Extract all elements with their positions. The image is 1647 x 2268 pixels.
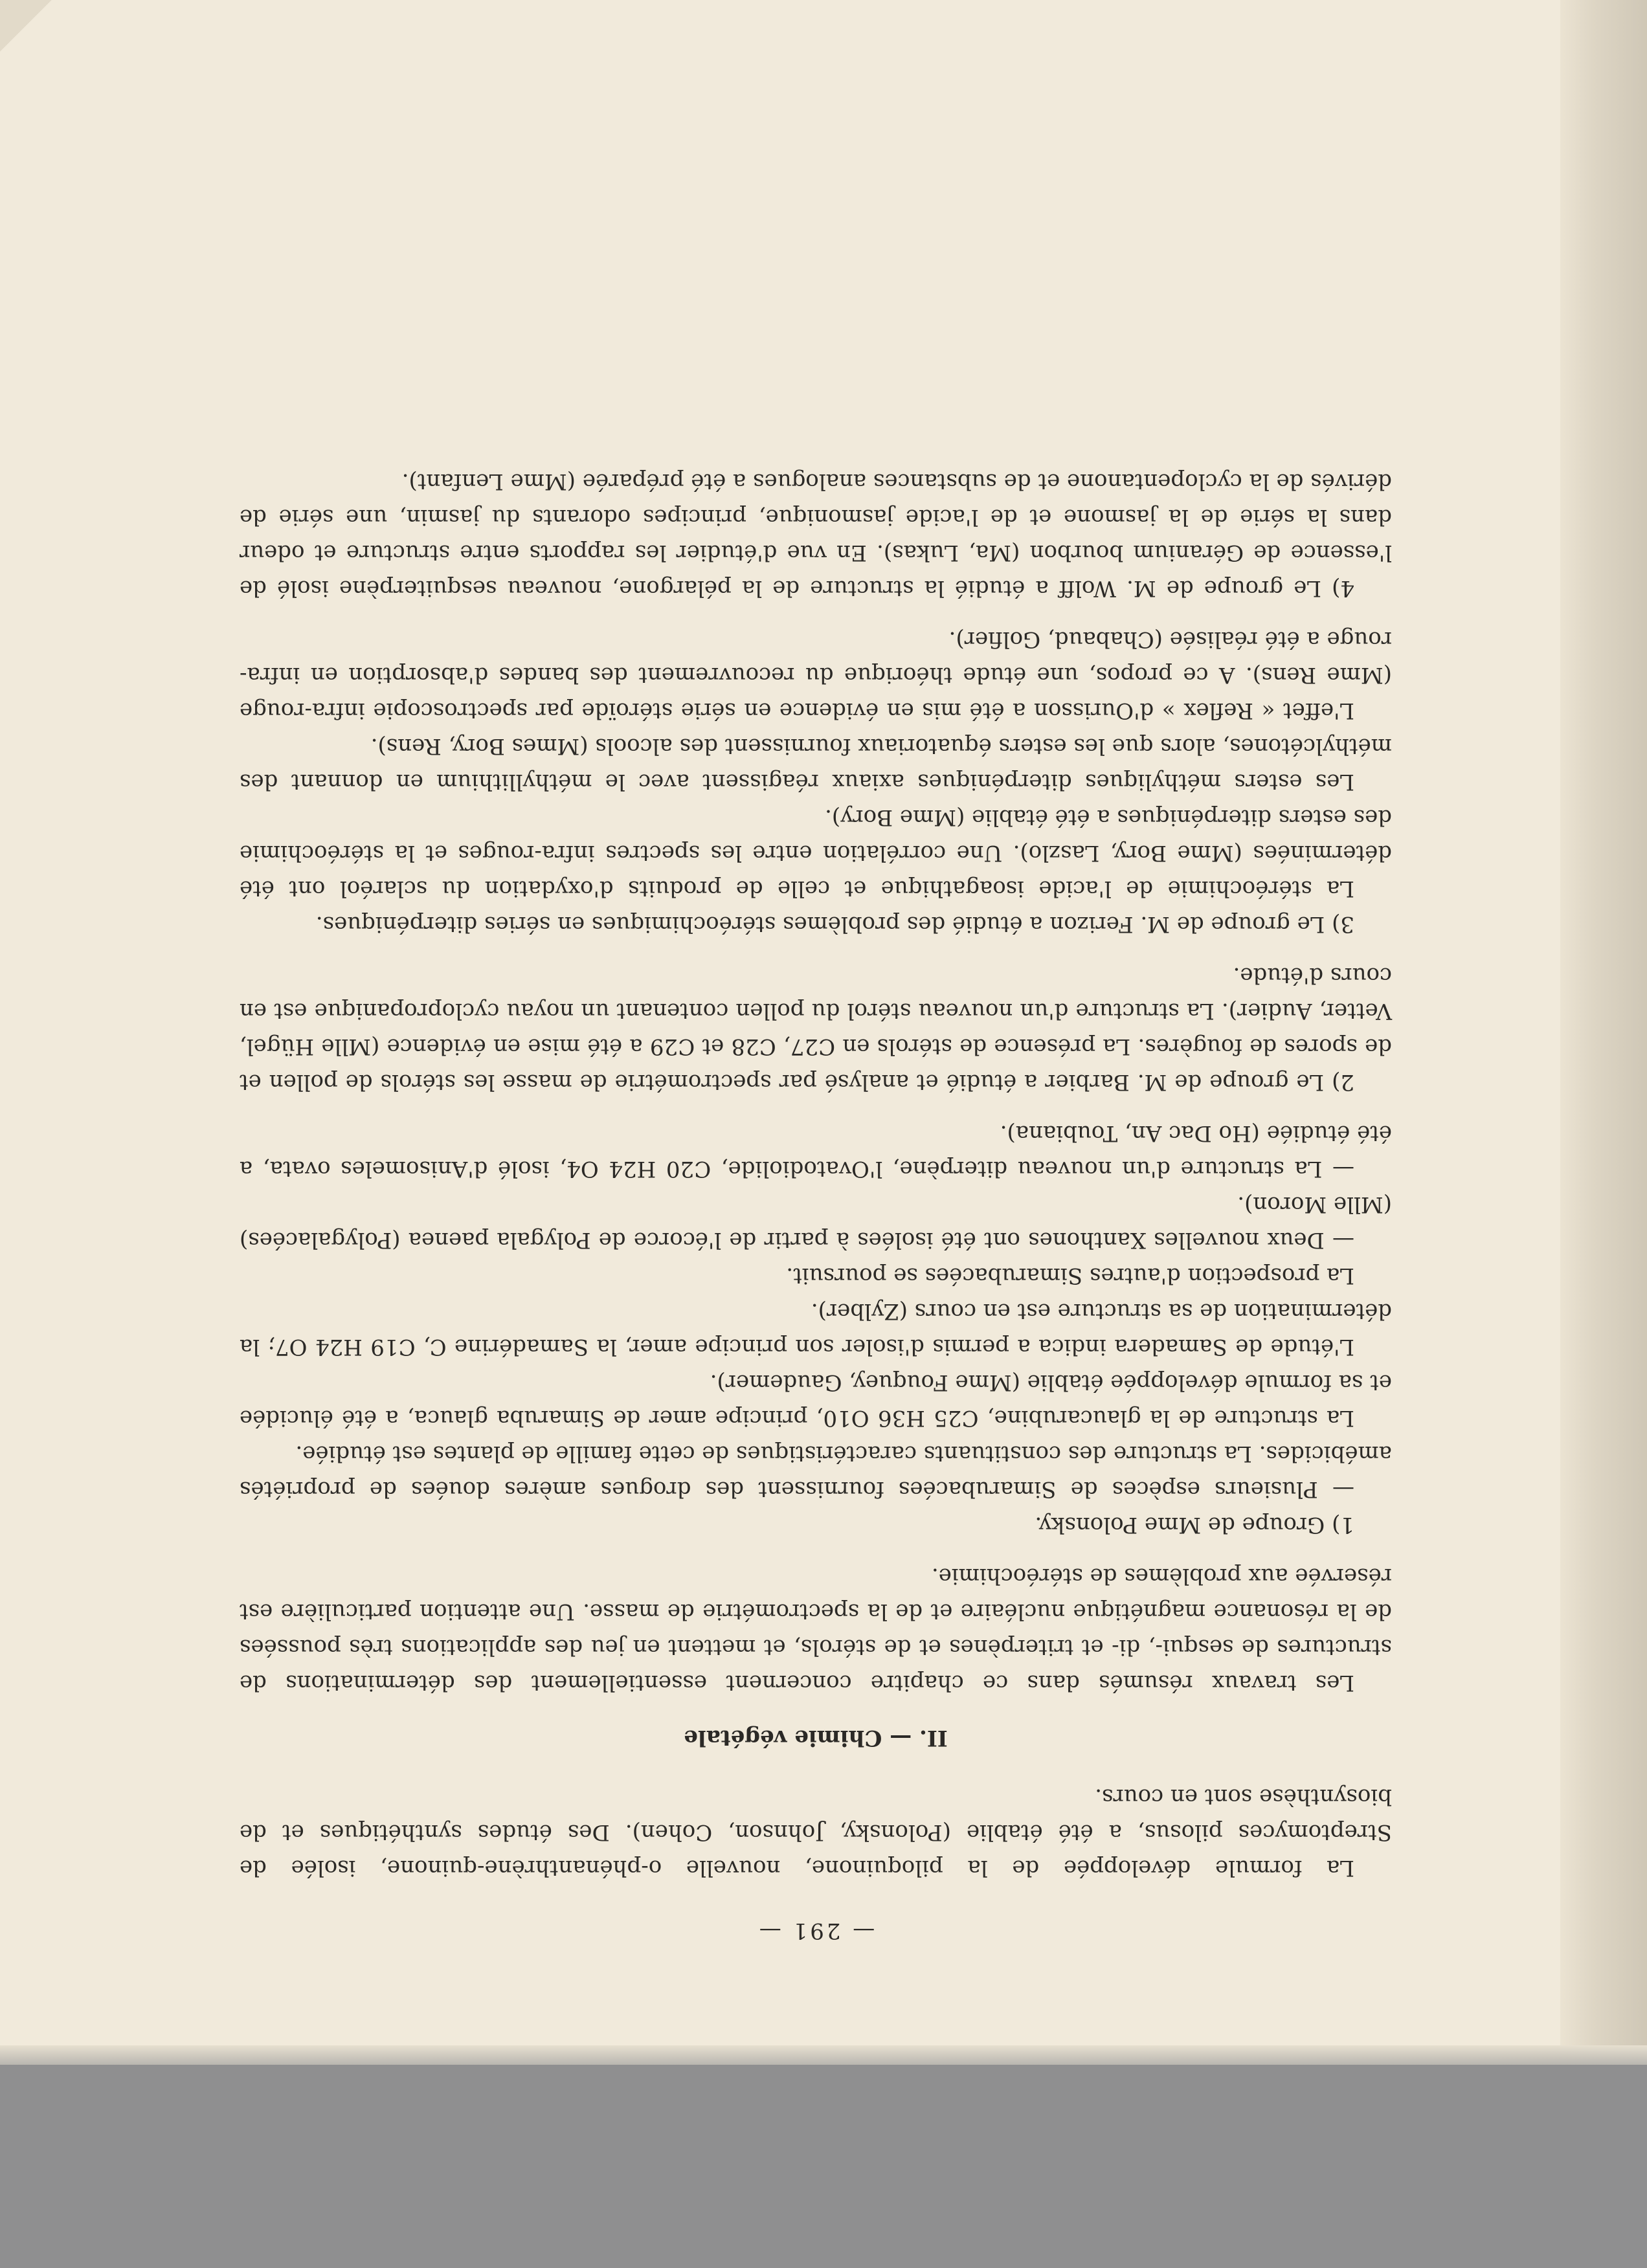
paragraph-simarubacees: — Plusieurs espèces de Simarubacées fournissent des drogues amères douées de propriétés amébicides. La structure des constituants caractéristiques de cette famille de plantes est étudiée. [240,1441,1392,1502]
paragraph-prospection: La prospection d'autres Simarubacées se poursuit. [786,1263,1354,1289]
spacer [240,1542,1392,1558]
paragraph-group-ferizon: 3) Le groupe de M. Ferizon a étudié des problèmes stéréochimiques en séries diterpéniques. [315,911,1354,937]
paragraph-group-wolff: 4) Le groupe de M. Wolff a étudié la structure de la pélargone, nouveau sesquiterpène isolé de l'essence de Géranium bourbon (Ma, Lukas). En vue d'étudier les rapports entre structure et odeur dans la série de la jasmone et de l'acide jasmonique, principes odorants du jasmin, une série de dérivés de la cyclopentanone et de substances analogues a été préparée (Mme Lenfant). [240,469,1392,601]
section-heading: II. — Chimie végétale [684,1725,948,1751]
spacer [240,606,1392,621]
paragraph-xanthones: — Deux nouvelles Xanthones ont été isolées à partir de l'écorce de Polygala paenea (Polygalacées) (Mlle Moron). [240,1192,1392,1253]
spacer [240,1100,1392,1115]
page-corner-fold [0,0,52,52]
page-number: — 291 — [756,1918,875,1944]
paragraph-glaucarubine: La structure de la glaucarubine, C25 H36 O10, principe amer de Simaruba glauca, a été élucidée et sa formule développée établie (Mme Fouquey, Gaudemer). [240,1370,1392,1431]
rotated-page-text [240,214,1392,1948]
book-spine-shadow [1560,0,1647,2058]
paragraph-intro: Les travaux résumés dans ce chapitre concernent essentiellement des déterminations de structures de sesqui-, di- et triterpènes et de stérols, et mettent en jeu des applications très poussées de la résonance magnétique nucléaire et de la spectrométrie de masse. Une attention particulière est réservée aux problèmes de stéréochimie. [240,1563,1392,1696]
paragraph-group-barbier: 2) Le groupe de M. Barbier a étudié et analysé par spectrométrie de masse les stérols de pollen et de spores de fougères. La présence de stérols en C27, C28 et C29 a été mise en évidence (Mlle Hügel, Vetter, Audier). La structure d'un nouveau stérol du pollen contenant un noyau cyclopropanique est en cours d'étude. [240,962,1392,1095]
paragraph-piloquinone: La formule développée de la piloquinone, nouvelle o-phénanthrène-quinone, isolée de Streptomyces pilosus, a été établie (Polonsky, Johnson, Cohen). Des études synthétiques et de biosynthèse sont en cours. [240,1784,1392,1881]
page-bottom-edge [0,2045,1647,2065]
paragraph-ovatodiolide: — La structure d'un nouveau diterpène, l'Ovatodiolide, C20 H24 O4, isolé d'Anisomeles ovata, a été étudiée (Ho Dac An, Toubiana). [240,1120,1392,1182]
paragraph-stereochimie: La stéréochimie de l'acide isoagathique et celle de produits d'oxydation du sclaréol ont été déterminées (Mme Bory, Laszlo). Une corrélation entre les spectres infra-rouges et la stéréochimie des esters diterpéniques a été établie (Mme Bory). [240,805,1392,902]
paragraph-esters: Les esters méthyliques diterpéniques axiaux réagissent avec le méthyllithium en donnant des méthylcétones, alors que les esters équatoriaux fournissent des alcools (Mmes Bory, Rens). [240,733,1392,795]
paragraph-samadera: L'étude de Samadera indica a permis d'isoler son principe amer, la Samadérine C, C19 H24 O7; la détermination de sa structure est en cours (Zylber). [240,1298,1392,1360]
paragraph-reflex: L'effet « Reflex » d'Ourisson a été mis en évidence en série stéroïde par spectroscopie infra-rouge (Mme Rens). A ce propos, une étude théorique du recouvrement des bandes d'absorption en infra-rouge a été réalisée (Chabaud, Golfier). [240,627,1392,724]
paragraph-group-polonsky: 1) Groupe de Mme Polonsky. [1035,1512,1354,1538]
spacer [240,942,1392,957]
